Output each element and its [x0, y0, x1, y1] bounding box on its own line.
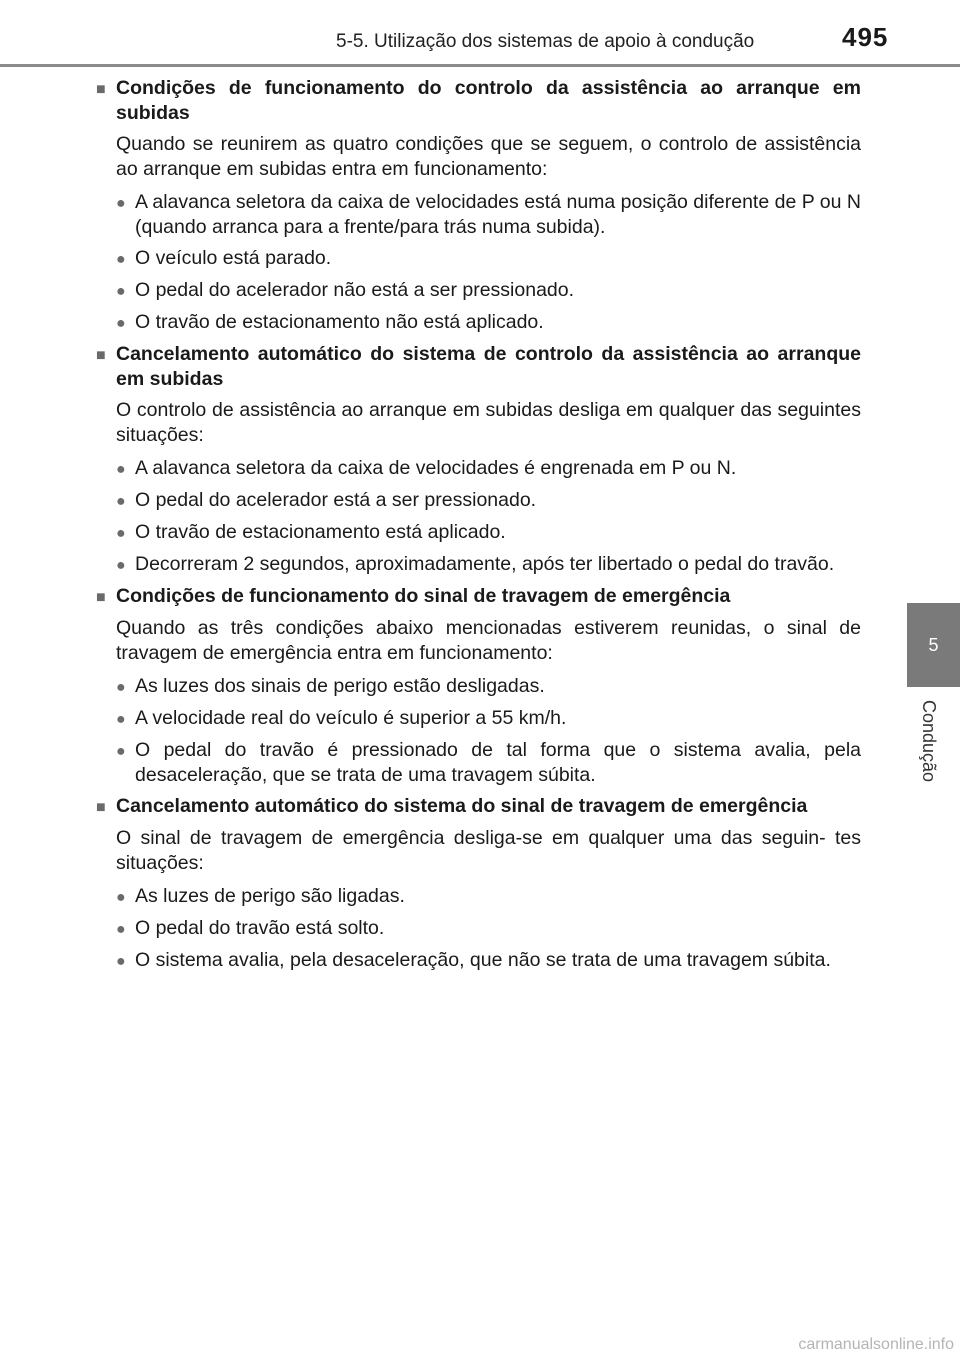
list-item: ● A alavanca seletora da caixa de velocidades está numa posição diferente de P ou N (quando arranca para a frente/para trás numa subida).: [116, 191, 861, 238]
circle-bullet-icon: ●: [116, 525, 126, 542]
section-intro: Quando as três condições abaixo mencionadas estiverem reunidas, o sinal de travagem de emergência entra em funcionamento:: [116, 617, 861, 664]
list-item: ● O pedal do travão é pressionado de tal forma que o sistema avalia, pela desaceleração, que se trata de uma travagem súbita.: [116, 739, 861, 786]
circle-bullet-icon: ●: [116, 711, 126, 728]
circle-bullet-icon: ●: [116, 315, 126, 332]
section-title: 5-5. Utilização dos sistemas de apoio à condução: [336, 31, 755, 52]
square-bullet-icon: ■: [96, 347, 106, 364]
section-hill-start-conditions: [96, 76, 861, 336]
list-item: ● As luzes de perigo são ligadas.: [116, 884, 861, 910]
header-divider: [0, 64, 960, 67]
list-item: ● O sistema avalia, pela desaceleração, que não se trata de uma travagem súbita.: [116, 948, 861, 974]
page-header: [0, 0, 960, 68]
section-heading: ■ Cancelamento automático do sistema de controlo da assistência ao arranque em subidas: [96, 343, 861, 390]
section-hill-start-cancel: [96, 342, 861, 578]
list-item: ● Decorreram 2 segundos, aproximadamente, após ter libertado o pedal do travão.: [116, 552, 861, 578]
section-heading: ■ Condições de funcionamento do controlo da assistência ao arranque em subidas: [96, 77, 861, 124]
square-bullet-icon: ■: [96, 799, 106, 816]
circle-bullet-icon: ●: [116, 557, 126, 574]
circle-bullet-icon: ●: [116, 921, 126, 938]
list-item: ● O travão de estacionamento não está aplicado.: [116, 310, 861, 336]
section-heading: ■ Cancelamento automático do sistema do sinal de travagem de emergência: [96, 794, 861, 820]
list-item: ● O pedal do acelerador está a ser pressionado.: [116, 488, 861, 514]
list-item: ● O pedal do travão está solto.: [116, 916, 861, 942]
section-emergency-brake-conditions: [96, 584, 861, 788]
chapter-label: Condução: [919, 700, 939, 783]
circle-bullet-icon: ●: [116, 493, 126, 510]
list-item: ● O pedal do acelerador não está a ser pressionado.: [116, 278, 861, 304]
square-bullet-icon: ■: [96, 81, 106, 98]
page-number: 495: [842, 22, 889, 52]
chapter-tab[interactable]: [907, 603, 960, 687]
circle-bullet-icon: ●: [116, 889, 126, 906]
circle-bullet-icon: ●: [116, 283, 126, 300]
circle-bullet-icon: ●: [116, 679, 126, 696]
list-item: ● A velocidade real do veículo é superior a 55 km/h.: [116, 706, 861, 732]
section-intro: O controlo de assistência ao arranque em subidas desliga em qualquer das seguintes situações:: [116, 399, 861, 446]
circle-bullet-icon: ●: [116, 461, 126, 478]
watermark: carmanualsonline.info: [798, 1336, 954, 1353]
list-item: ● A alavanca seletora da caixa de velocidades é engrenada em P ou N.: [116, 456, 861, 482]
list-item: ● O travão de estacionamento está aplicado.: [116, 520, 861, 546]
section-intro: O sinal de travagem de emergência desliga-se em qualquer uma das seguin- tes situações:: [116, 827, 861, 874]
section-emergency-brake-cancel: [96, 794, 861, 974]
section-intro: Quando se reunirem as quatro condições que se seguem, o controlo de assistência ao arranque em subidas entra em funcionamento:: [116, 133, 861, 180]
list-item: ● O veículo está parado.: [116, 246, 861, 272]
list-item: ● As luzes dos sinais de perigo estão desligadas.: [116, 674, 861, 700]
chapter-number: 5: [928, 634, 939, 655]
circle-bullet-icon: ●: [116, 251, 126, 268]
circle-bullet-icon: ●: [116, 743, 126, 760]
square-bullet-icon: ■: [96, 589, 106, 606]
circle-bullet-icon: ●: [116, 195, 126, 212]
circle-bullet-icon: ●: [116, 953, 126, 970]
page-content: [96, 76, 861, 980]
section-heading: ■ Condições de funcionamento do sinal de travagem de emergência: [96, 584, 861, 610]
